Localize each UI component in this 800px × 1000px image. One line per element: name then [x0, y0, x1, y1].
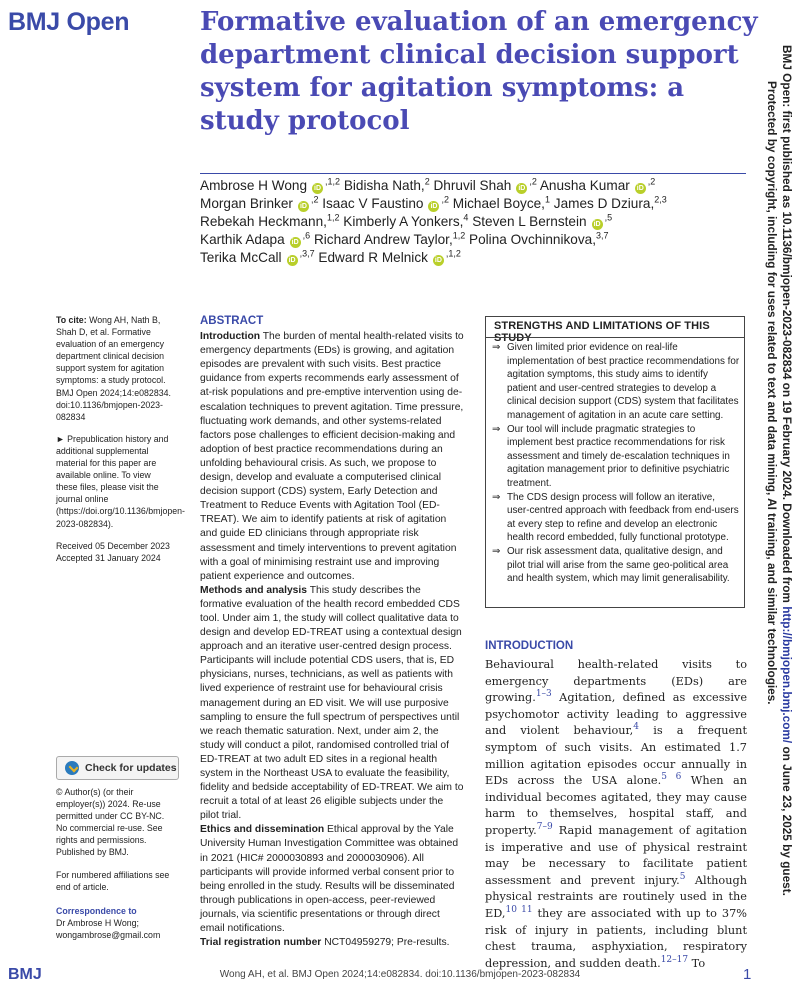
affiliation-superscript: ,1,2 [445, 248, 461, 259]
abstract-ethics [200, 823, 464, 936]
box-item-text: Our risk assessment data, qualitative design, and pilot trial will arise from the same geo-political area and health system, which may limit generalisability. [507, 545, 730, 585]
affiliation-superscript: ,5 [604, 212, 613, 223]
article-title: Formative evaluation of an emergency department clinical decision support system for agitation symptoms: a study protocol [200, 7, 758, 136]
received-date: Received 05 December 2023 [56, 540, 170, 551]
margin-notice-text [764, 45, 794, 896]
author-name[interactable]: Dhruvil Shah [433, 178, 512, 193]
author-name[interactable]: Isaac V Faustino [322, 196, 424, 211]
abstract-heading: ABSTRACT [200, 315, 264, 327]
title-divider [200, 173, 746, 174]
orcid-icon[interactable]: iD [430, 203, 438, 210]
box-item [492, 341, 740, 423]
orcid-icon[interactable]: iD [314, 185, 322, 192]
affiliation-superscript: 4 [463, 212, 469, 223]
arrow-right-icon: ⇒ [492, 423, 501, 435]
intro-text-segment: When an individual becomes agitated, they may cause harm to themselves, hospital staff, and property. [485, 774, 747, 837]
affiliation-superscript: ,2 [647, 176, 656, 187]
orcid-icon[interactable]: iD [593, 221, 601, 228]
reference-link[interactable]: 10 11 [505, 905, 533, 916]
copyright-note: © Author(s) (or their employer(s)) 2024. Re-use permitted under CC BY-NC. No commercial re-use. See rights and permissions. Published by BMJ. [56, 787, 165, 858]
margin-line2: Protected by copyright, including for uses related to text and data mining, AI training, and similar technologies. [765, 81, 779, 705]
box-title: STRENGTHS AND LIMITATIONS OF THIS STUDY [494, 320, 710, 344]
reference-link[interactable]: 4 [633, 722, 640, 733]
abstract-section-text: Ethical approval by the Yale University Human Investigation Committee was obtained in 2021 (HIC# 2000030893 and 2000030906). All participants will provide informed verbal consent prior to being enrolled in the study. Results will be disseminated through publications in open-access, peer-reviewed journals, via scientific presentations or through direct email notifications. [200, 824, 459, 935]
introduction-text [485, 657, 747, 972]
affiliation-superscript: ,6 [302, 230, 311, 241]
affiliations-note: For numbered affiliations see end of article. [56, 869, 170, 892]
copyright-margin-notice [765, 45, 800, 896]
abstract [200, 314, 464, 950]
citation-block [56, 314, 174, 423]
author-list [200, 177, 750, 267]
crossmark-icon [65, 761, 79, 775]
author-line [200, 249, 750, 267]
reference-link[interactable]: 5 6 [661, 772, 682, 783]
reference-link[interactable]: 5 [679, 871, 686, 882]
orcid-icon[interactable]: iD [636, 185, 644, 192]
author-name[interactable]: James D Dziura, [553, 196, 655, 211]
intro-text-segment: Although physical restraints are routinely used in the ED, [485, 873, 748, 920]
abstract-section-text: The burden of mental health-related visits to emergency departments (EDs) is growing, and agitation episodes are prevalent with such visits. Best practice guidance from experts recommends early assessment of at-risk populations and pre-emptive intervention using de-escalation techniques to prevent agitation. Time pressure, fluctuating work demands, and other systems-related factors pose challenges to efficient decision-making and adoption of best practice recommendations during an unfolding behavioural crisis. As such, we propose to design, develop and evaluate a computerised clinical decision support (CDS) system, Early Detection and Treatment to Reduce Events with Agitation Tool (ED-TREAT). We aim to identify patients at risk of agitation and guide ED clinicians through appropriate risk assessment and timely interventions to prevent agitation with a goal of minimising restraint use and improving patient experience and outcomes. [200, 331, 464, 582]
author-line [200, 177, 750, 195]
arrow-right-icon: ⇒ [492, 545, 501, 557]
box-divider [486, 337, 744, 338]
intro-text-segment: Rapid management of agitation is imperative and use of physical restraint may be necessary to facilitate patient assessment and prevent injury. [485, 823, 747, 887]
journal-link[interactable]: http://bmjopen.bmj.com/ [780, 606, 794, 744]
intro-text-segment: Agitation, defined as excessive psychomotor activity leading to aggressive and violent behaviour, [485, 691, 747, 738]
author-name[interactable]: Bidisha Nath, [343, 178, 425, 193]
intro-text-segment: To [688, 956, 706, 970]
affiliation-superscript: 2 [424, 176, 430, 187]
margin-line1-end: on June 23, 2025 by guest. [780, 743, 794, 896]
box-item [492, 423, 740, 491]
author-name[interactable]: Michael Boyce, [452, 196, 545, 211]
affiliation-superscript: ,3,7 [299, 248, 315, 259]
article-sidebar [56, 314, 185, 575]
author-name[interactable]: Richard Andrew Taylor, [313, 232, 453, 247]
correspondence-heading: Correspondence to [56, 905, 137, 916]
author-name[interactable]: Steven L Bernstein [472, 214, 587, 229]
author-name[interactable]: Terika McCall [200, 250, 282, 265]
check-for-updates-label: Check for updates [85, 762, 177, 774]
cite-text: Wong AH, Nath B, Shah D, et al. Formative evaluation of an emergency department clinical decision support system for agitation symptoms: a study protocol. BMJ Open 2024;14:e082834. doi:10.1136/bmjopen-2023-082834 [56, 315, 171, 422]
affiliation-superscript: ,2 [529, 176, 537, 187]
author-name[interactable]: Morgan Brinker [200, 196, 293, 211]
affiliation-superscript: 1 [544, 194, 550, 205]
author-name[interactable]: Kimberly A Yonkers, [343, 214, 464, 229]
intro-text-segment: they are associated with up to 37% risk of injury in patients, including blunt chest trauma, asphyxiation, respiratory depression, and sudden death. [485, 906, 747, 970]
author-line [200, 213, 750, 231]
abstract-section-label: Trial registration number [200, 937, 322, 949]
abstract-section-text: This study describes the formative evaluation of the health record embedded CDS tool. Under aim 1, the study will collect qualitative data to design and develop ED-TREAT using a contextual design approach and an iterative user-centred design process. Participants will include potential CDS users, that is, ED physicians, nurses, technicians, as well as patients with lived experience of restraint use for behavioural crisis management during an ED visit. We will use purposive sampling to ensure the full spectrum of perspectives until we reach thematic saturation. Next, under aim 2, the study will conduct a pilot, randomised controlled trial of ED-TREAT at two adult ED sites in a regional health system in the Northeast USA to evaluate the feasibility, fidelity and bedside acceptability of ED-TREAT. We aim to recruit a total of at least 26 eligible subjects under the pilot trial. [200, 584, 464, 822]
box-item [492, 491, 740, 545]
orcid-icon[interactable]: iD [299, 203, 307, 210]
correspondence-name: Dr Ambrose H Wong; [56, 917, 139, 928]
reference-link[interactable]: 7–9 [536, 822, 553, 833]
abstract-introduction [200, 330, 464, 584]
orcid-icon[interactable]: iD [288, 257, 296, 264]
author-line [200, 231, 750, 249]
intro-text-segment: is a frequent symptom of such visits. An estimated 1.7 million agitation episodes occur annually in EDs across the USA alone. [485, 724, 747, 788]
box-list [492, 341, 740, 586]
author-name[interactable]: Rebekah Heckmann, [200, 214, 327, 229]
affiliation-superscript: ,2 [310, 194, 319, 205]
orcid-icon[interactable]: iD [434, 257, 442, 264]
affiliation-superscript: ,1,2 [325, 176, 341, 187]
reference-link[interactable]: 12–17 [660, 954, 689, 965]
bmj-footer-logo[interactable]: BMJ [8, 966, 42, 983]
arrow-right-icon: ⇒ [492, 491, 501, 503]
journal-logo[interactable]: BMJ Open [8, 8, 130, 36]
author-name[interactable]: Ambrose H Wong [200, 178, 308, 193]
abstract-trial-registration [200, 936, 464, 950]
arrow-right-icon: ⇒ [492, 342, 501, 353]
strengths-limitations-box [485, 316, 745, 608]
abstract-section-text: NCT04959279; Pre-results. [324, 937, 450, 949]
margin-line1-start: BMJ Open: first published as 10.1136/bmjopen-2023-082834 on 19 February 2024. Downloaded from [780, 45, 794, 607]
author-name[interactable]: Karthik Adapa [200, 232, 285, 247]
accepted-date: Accepted 31 January 2024 [56, 552, 161, 563]
intro-text-segment: Behavioural health-related visits to emergency departments (EDs) are growing. [485, 658, 747, 705]
affiliation-superscript: 2,3 [654, 194, 667, 205]
affiliation-superscript: 3,7 [595, 230, 609, 241]
box-item [492, 545, 740, 586]
abstract-section-label: Methods and analysis [200, 584, 308, 596]
box-item-text: Our tool will include pragmatic strategies to implement best practice recommendations for risk assessment and timely de-escalation techniques in agitation management prior to definitive psychiatric treatment. [507, 423, 730, 489]
box-item-text: The CDS design process will follow an iterative, user-centred approach with feedback from end-users at every step to refine and develop an electronic health record embedded, fully functional prototype. [507, 491, 739, 544]
dates-block [56, 540, 174, 564]
page-number: 1 [743, 966, 752, 983]
check-for-updates-button[interactable] [56, 756, 179, 780]
box-item-text: Given limited prior evidence on real-life implementation of best practice recommendations for agitation symptoms, this study aims to identify patient and user-centred strategies to develop a clinical decision support (CDS) system that facilitates management of agitation in an acute care setting. [507, 342, 740, 421]
prepub-note[interactable]: ► Prepublication history and additional supplemental material for this paper are available online. To view these files, please visit the journal online (https://doi.org/10.1136/bmjopen-2023-082834). [56, 433, 185, 529]
affiliation-superscript: ,2 [441, 194, 449, 205]
affiliation-superscript: 1,2 [326, 212, 340, 223]
abstract-section-label: Ethics and dissemination [200, 824, 325, 836]
abstract-section-label: Introduction [200, 331, 261, 343]
reference-link[interactable]: 1–3 [535, 689, 552, 700]
orcid-icon[interactable]: iD [291, 239, 299, 246]
abstract-methods [200, 584, 464, 824]
orcid-icon[interactable]: iD [518, 185, 526, 192]
author-name[interactable]: Anusha Kumar [539, 178, 630, 193]
correspondence-email[interactable]: wongambrose@gmail.com [56, 929, 161, 940]
introduction-heading: INTRODUCTION [485, 640, 574, 652]
author-line [200, 195, 750, 213]
affiliation-superscript: 1,2 [452, 230, 466, 241]
author-name[interactable]: Edward R Melnick [318, 250, 428, 265]
author-name[interactable]: Polina Ovchinnikova, [469, 232, 596, 247]
cite-label: To cite: [56, 315, 87, 325]
sidebar-lower [56, 786, 174, 941]
footer-citation: Wong AH, et al. BMJ Open 2024;14:e082834. doi:10.1136/bmjopen-2023-082834 [219, 969, 581, 980]
